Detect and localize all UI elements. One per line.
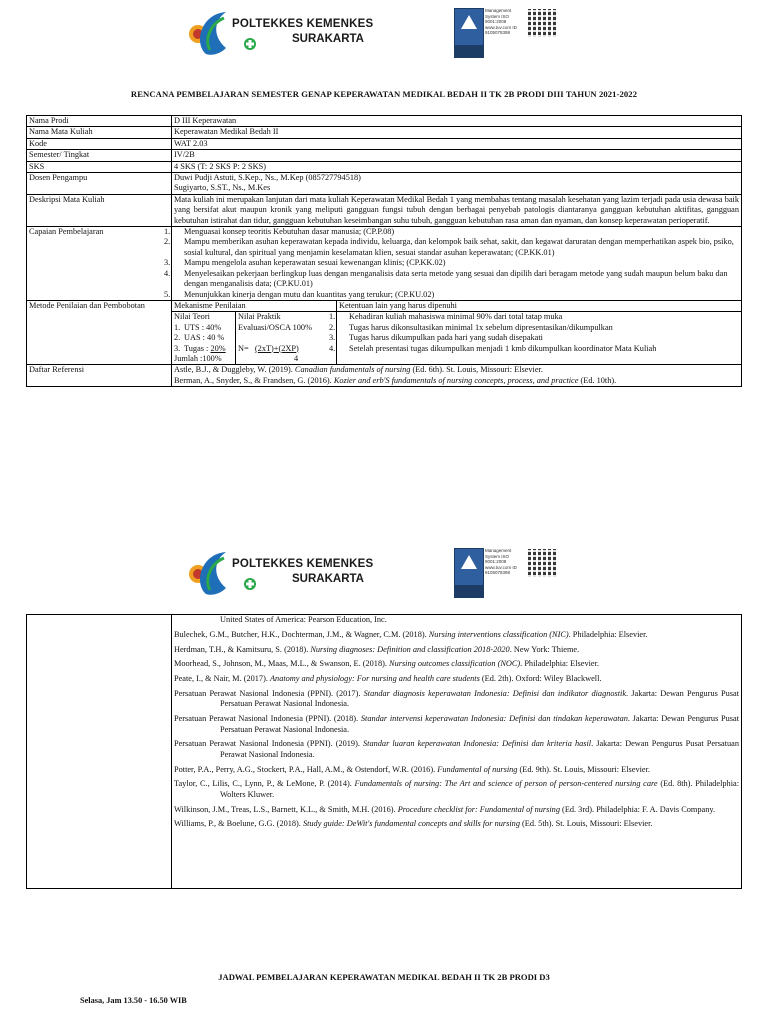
poltekkes-logo	[186, 2, 386, 62]
row-nama-prodi	[27, 116, 742, 127]
certification-badge	[454, 548, 558, 596]
poltekkes-logo	[186, 542, 386, 602]
reference-item: Potter, P.A., Perry, A.G., Stockert, P.A., Hall, A.M., & Ostendorf, W.R. (2016). Fundamental of nursing (Ed. 9th). St. Louis, Missouri: Elsevier.	[174, 764, 650, 774]
reference-item: Peate, I., & Nair, M. (2017). Anatomy and physiology: For nursing and health care students (Ed. 2th). Oxford: Wiley Blackwell.	[174, 674, 602, 684]
capaian-item: 4. Menyelesaikan pekerjaan berlingkup luas dengan menganalisis data serta metode yang sesuai dan dipilih dari beragam metode yang sudah maupun belum baku dan dengan menganalisis data; (CP.KU.01)	[164, 268, 728, 289]
nilai-teori-label: Nilai Teori	[174, 312, 210, 322]
tugas-line: 3. Tugas : 20%	[174, 343, 226, 353]
references-list	[174, 615, 739, 830]
rps-table	[26, 115, 742, 387]
tuv-logo-icon	[454, 548, 484, 598]
cert-text: Management System ISO 9001:2008 www.tuv.com ID 9105078398	[485, 8, 517, 35]
value-mata-kuliah: Keperawatan Medikal Bedah II	[172, 127, 742, 138]
label-sks: SKS	[27, 161, 172, 172]
praktik-evaluasi: Evaluasi/OSCA 100%	[238, 322, 312, 332]
qr-code-icon	[528, 9, 556, 37]
value-dosen	[172, 173, 742, 195]
schedule-time: Selasa, Jam 13.50 - 16.50 WIB	[80, 996, 187, 1005]
ketentuan-cell	[329, 312, 742, 365]
reference-item: Wilkinson, J.M., Treas, L.S., Barnett, K.L., & Smith, M.H. (2016). Procedure checklist for: Fundamental of nursing (Ed. 3rd). Philadelphia: F. A. Davis Company.	[174, 804, 716, 814]
formula: N= (2xT)+(2XP)	[238, 343, 299, 353]
nilai-teori-cell	[172, 312, 236, 365]
ketentuan-header: Ketentuan lain yang harus dipenuhi	[337, 300, 742, 311]
reference-item: Taylor, C., Lilis, C., Lynn, P., & LeMone, P. (2014). Fundamentals of nursing: The Art and science of person of person-centered nursing care (Ed. 8th). Philadelphia: Wolters Kluwer.	[174, 779, 740, 799]
capaian-list	[164, 227, 739, 300]
row-dosen	[27, 173, 742, 195]
row-kode	[27, 138, 742, 149]
uas-line: 2. UAS : 40 %	[174, 333, 225, 343]
page-header-2	[0, 542, 768, 602]
capaian-item: 1. Menguasai konsep teoritis Kebutuhan dasar manusia; (CP.P.08)	[164, 227, 395, 237]
row-semester	[27, 150, 742, 161]
dosen-2: Sugiyarto, S.ST., Ns., M.Kes	[174, 183, 271, 193]
label-dosen: Dosen Pengampu	[27, 173, 172, 195]
label-kode: Kode	[27, 138, 172, 149]
institution-emblem-icon	[186, 4, 258, 60]
label-deskripsi: Deskripsi Mata Kuliah	[27, 194, 172, 226]
reference-item: Moorhead, S., Johnson, M., Maas, M.L., & Swanson, E. (2018). Nursing outcomes classification (NOC). Philadelphia: Elsevier.	[174, 659, 599, 669]
capaian-item: 5. Menunjukkan kinerja dengan mutu dan kuantitas yang terukur; (CP.KU.02)	[164, 289, 435, 299]
value-referensi	[172, 365, 742, 387]
label-referensi-empty	[27, 615, 172, 889]
references-continuation-table	[26, 614, 742, 889]
document-title: RENCANA PEMBELAJARAN SEMESTER GENAP KEPERAWATAN MEDIKAL BEDAH II TK 2B PRODI DIII TAHUN 2021-2022	[130, 89, 638, 99]
capaian-item: 2. Mampu memberikan asuhan keperawatan kepada individu, keluarga, dan kelompok baik sehat, sakit, dan kegawat daruratan dengan memperhatikan aspek bio, psiko, sosial kultural, dan spiritual yang menjamin keselamatan klien, sesuai standar asuhan keperawatan; (CP.KK.01)	[164, 237, 734, 257]
formula-denominator: 4	[294, 353, 299, 363]
value-capaian	[164, 227, 742, 301]
qr-code-icon	[528, 549, 556, 577]
page-header	[0, 2, 768, 62]
label-referensi: Daftar Referensi	[27, 365, 172, 387]
institution-emblem-icon	[186, 544, 258, 600]
label-metode: Metode Penilaian dan Pembobotan	[27, 300, 172, 364]
dosen-1: Duwi Pudji Astuti, S.Kep., Ns., M.Kep (085727794518)	[174, 173, 361, 183]
logo-name: POLTEKKES KEMENKES	[232, 18, 374, 30]
ketentuan-list	[329, 312, 739, 354]
uts-line: 1. UTS : 40%	[174, 322, 222, 332]
value-sks: 4 SKS (T: 2 SKS P: 2 SKS)	[172, 161, 742, 172]
row-deskripsi	[27, 194, 742, 226]
reference-item: Herdman, T.H., & Kamitsuru, S. (2018). Nursing diagnoses: Definition and classification 2018-2020. New York: Thieme.	[174, 644, 580, 654]
ketentuan-item: 2. Tugas harus dikonsultasikan minimal 1x sebelum dipresentasikan/dikumpulkan	[329, 322, 613, 332]
reference-item: Berman, A., Snyder, S., & Frandsen, G. (2016). Kozier and erb'S fundamentals of nursing concepts, process, and practice (Ed. 10th).	[174, 375, 617, 385]
row-capaian	[27, 227, 742, 301]
ketentuan-item: 1. Kehadiran kuliah mahasiswa minimal 90% dari total tatap muka	[329, 312, 563, 322]
logo-city: SURAKARTA	[292, 573, 364, 585]
ketentuan-item: 3. Tugas harus dikumpulkan pada hari yang sudah disepakati	[329, 333, 543, 343]
capaian-item: 3. Mampu mengelola asuhan keperawatan sesuai kewenangan klinis; (CP.KK.02)	[164, 258, 446, 268]
logo-city: SURAKARTA	[292, 33, 364, 45]
row-metode-header	[27, 300, 742, 311]
value-kode: WAT 2.03	[172, 138, 742, 149]
reference-item: Williams, P., & Boelune, G.G. (2018). Study guide: DeWit's fundamental concepts and skills for nursing (Ed. 5th). St. Louis, Missouri: Elsevier.	[174, 819, 653, 829]
value-semester: IV/2B	[172, 150, 742, 161]
label-mata-kuliah: Nama Mata Kuliah	[27, 127, 172, 138]
nilai-praktik-label: Nilai Praktik	[238, 312, 281, 322]
certification-badge	[454, 8, 558, 56]
reference-item: Persatuan Perawat Nasional Indonesia (PPNI). (2017). Standar diagnosis keperawatan Indonesia: Definisi dan indikator diagnostik. Jakarta: Dewan Pengurus Pusat Persatuan Perawat Nasional Indonesia.	[174, 688, 739, 709]
reference-item: Persatuan Perawat Nasional Indonesia (PPNI). (2018). Standar intervensi keperawatan Indonesia: Definisi dan tindakan keperawatan. Jakarta: Dewan Pengurus Pusat Persatuan Perawat Nasional Indonesia.	[174, 714, 740, 734]
reference-item: Bulechek, G.M., Butcher, H.K., Dochterman, J.M., & Wagner, C.M. (2018). Nursing interventions classification (NIC). Philadelphia: Elsevier.	[174, 629, 648, 639]
cert-text: Management System ISO 9001:2008 www.tuv.com ID 9105078398	[485, 548, 517, 575]
row-sks	[27, 161, 742, 172]
tuv-logo-icon	[454, 8, 484, 58]
row-mata-kuliah	[27, 127, 742, 138]
value-referensi-cont	[172, 615, 742, 889]
value-deskripsi: Mata kuliah ini merupakan lanjutan dari mata kuliah Keperawatan Medikal Bedah 1 yang membahas tentang masalah kesehatan yang lazim terjadi pada usia dewasa baik yang bersifat akut maupun kronik yang meliputi gangguan fungsi tubuh dengan berbagai penyebab patologis diantaranya gangguan kebutuhan aktifitas, gangguan kebutuhan istirahat dan tidur, gangguan kebutuhan keseimbangan suhu tubuh, gangguan kebutuhan rasa aman dan nyaman, dan konsep keperawatan perioperatif.	[172, 194, 742, 226]
reference-item: United States of America: Pearson Education, Inc.	[220, 615, 387, 624]
mekanisme-header: Mekanisme Penilaian	[172, 300, 337, 311]
value-nama-prodi: D III Keperawatan	[172, 116, 742, 127]
nilai-praktik-cell	[236, 312, 337, 365]
row-referensi	[27, 365, 742, 387]
label-nama-prodi: Nama Prodi	[27, 116, 172, 127]
reference-item: Astle, B.J., & Duggleby, W. (2019). Canadian fundamentals of nursing (Ed. 6th). St. Louis, Missouri: Elsevier.	[174, 365, 543, 375]
label-semester: Semester/ Tingkat	[27, 150, 172, 161]
jumlah-line: Jumlah :100%	[174, 353, 222, 363]
logo-name: POLTEKKES KEMENKES	[232, 558, 374, 570]
label-capaian: Capaian Pembelajaran	[27, 227, 172, 301]
ketentuan-item: 4. Setelah presentasi tugas dikumpulkan menjadi 1 kmb dikumpulkan koordinator Mata Kuliah	[329, 343, 657, 353]
reference-item: Persatuan Perawat Nasional Indonesia (PPNI). (2019). Standar luaran keperawatan Indonesia: Definisi dan kriteria hasil. Jakarta: Dewan Pengurus Pusat Persatuan Perawat Nasional Indonesia.	[174, 739, 739, 759]
row-referensi-cont	[27, 615, 742, 889]
schedule-title: JADWAL PEMBELAJARAN KEPERAWATAN MEDIKAL BEDAH II TK 2B PRODI D3	[218, 972, 550, 982]
